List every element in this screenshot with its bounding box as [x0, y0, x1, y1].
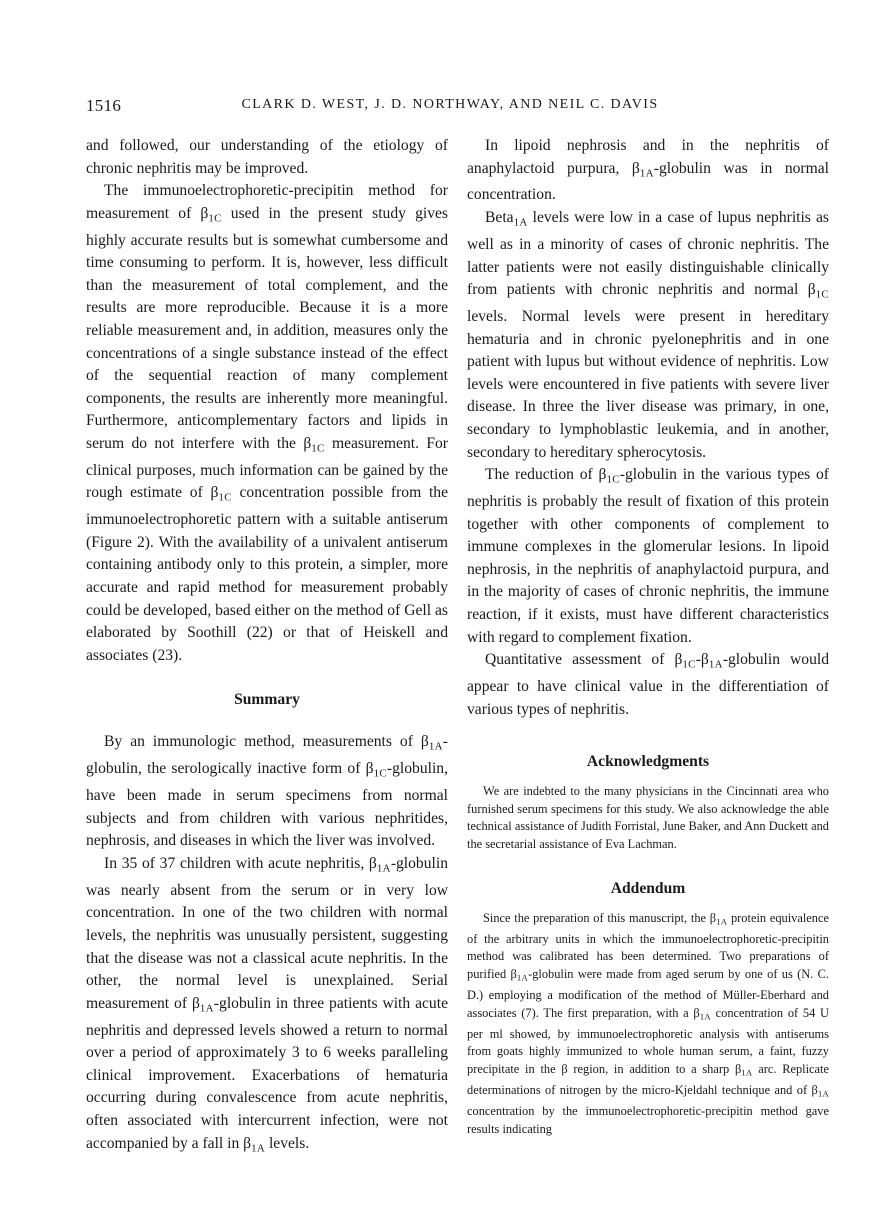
summary-paragraph-2: In 35 of 37 children with acute nephritis, $\beta_{1A}$-globulin was nearly absent from the serum or in very low concentration. In one of the two children with normal levels, the nephritis was unusually persistent, suggesting that the disease was not a classical acute nephritis. In the other, the normal level is unexplained. Serial measurement of $\beta_{1A}$-globulin in three patients with acute nephritis and depressed levels showed a return to normal over a period of approximately 3 to 6 weeks paralleling clinical improvement. Exacerbations of hematuria occurring during convalescence from acute nephritis, often associated with intercurrent infection, were not accompanied by a fall in $\beta_{1A}$ levels.	[86, 854, 448, 1154]
left-column	[86, 135, 448, 1159]
summary-paragraph-1: By an immunologic method, measurements of $\beta_{1A}$-globulin, the serologically inactive form of $\beta_{1C}$-globulin, have been made in serum specimens from normal subjects and from children with various nephritides, nephrosis, and diseases in which the liver was involved.	[86, 733, 448, 850]
running-head-authors: CLARK D. WEST, J. D. NORTHWAY, AND NEIL C. DAVIS	[241, 97, 659, 112]
paragraph-reduction: The reduction of $\beta_{1C}$-globulin in the various types of nephritis is probably the result of fixation of this protein together with other components of complement to immune complexes in the glomerular lesions. In lipoid nephrosis, in the nephritis of anaphylactoid purpura, and in the majority of cases of chronic nephritis, the immune reaction, if it exists, must have different characteristics with regard to complement fixation.	[467, 466, 829, 646]
acknowledgments-text: We are indebted to the many physicians in the Cincinnati area who furnished serum specimens for this study. We also acknowledge the able technical assistance of Judith Forristal, June Baker, and Ann Duckett and the secretarial assistance of Eva Lachman.	[467, 784, 829, 851]
paragraph-quantitative: Quantitative assessment of $\beta_{1C}-\beta_{1A}$-globulin would appear to have clinical value in the differentiation of various types of nephritis.	[467, 651, 830, 718]
addendum-heading: Addendum	[610, 879, 686, 897]
paragraph-lipoid: In lipoid nephrosis and in the nephritis of anaphylactoid purpura, $\beta_{1A}$-globulin was in normal concentration.	[467, 137, 829, 204]
right-column	[467, 135, 829, 1139]
summary-heading: Summary	[234, 691, 300, 709]
paragraph-method: The immunoelectrophoretic-precipitin method for measurement of $\beta_{1C}$ used in the present study gives highly accurate results but is somewhat cumbersome and time consuming to perform. It is, however, less difficult than the measurement of total complement, and the results are more reproducible. Because it is a more reliable measurement and, in addition, measures only the concentrations of a single substance instead of the effect of the sequential reaction of many complement components, the results are inherently more meaningful. Furthermore, anticomplementary factors and lipids in serum do not interfere with the $\beta_{1C}$ measurement. For clinical purposes, much information can be gained by the rough estimate of $\beta_{1C}$ concentration possible from the immunoelectrophoretic pattern with a suitable antiserum (Figure 2). With the availability of a univalent antiserum containing antibody only to this protein, a simpler, more accurate and rapid method for measurement probably could be developed, based either on the method of Gell as elaborated by Soothill (22) or that of Heiskell and associates (23).	[86, 182, 448, 664]
paragraph-beta-levels: Beta$_{1A}$ levels were low in a case of lupus nephritis as well as in a minority of cases of chronic nephritis. The latter patients were not easily distinguishable clinically from patients with chronic nephritis and normal $\beta_{1C}$ levels. Normal levels were present in hereditary hematuria and in chronic pyelonephritis and in one patient with lupus but without evidence of nephritis. Low levels were encountered in five patients with severe liver disease. In three the liver disease was primary, in one, secondary to lymphoblastic leukemia, and in another, secondary to hereditary spherocytosis.	[467, 209, 829, 461]
page-number: 1516	[86, 96, 122, 115]
acknowledgments-heading: Acknowledgments	[586, 753, 710, 771]
addendum-text: Since the preparation of this manuscript, the $\beta_{1A}$ protein equivalence of the arbitrary units in which the immunoelectrophoretic-precipitin method was calibrated has been determined. Two preparations of purified $\beta_{1A}$-globulin were made from aged serum by one of us (N. C. D.) employing a modification of the method of Müller-Eberhard and associates (7). The first preparation, with a $\beta_{1A}$ concentration of 54 U per ml showed, by immunoelectrophoretic analysis with antiserums from goats highly immunized to whole human serum, a faint, fuzzy precipitate in the β region, in addition to a sharp $\beta_{1A}$ arc. Replicate determinations of nitrogen by the micro-Kjeldahl technique and of $\beta_{1A}$ concentration by the immunoelectrophoretic-precipitin method gave results indicating	[467, 910, 830, 1137]
paragraph-continued: and followed, our understanding of the etiology of chronic nephritis may be improved.	[86, 137, 448, 177]
